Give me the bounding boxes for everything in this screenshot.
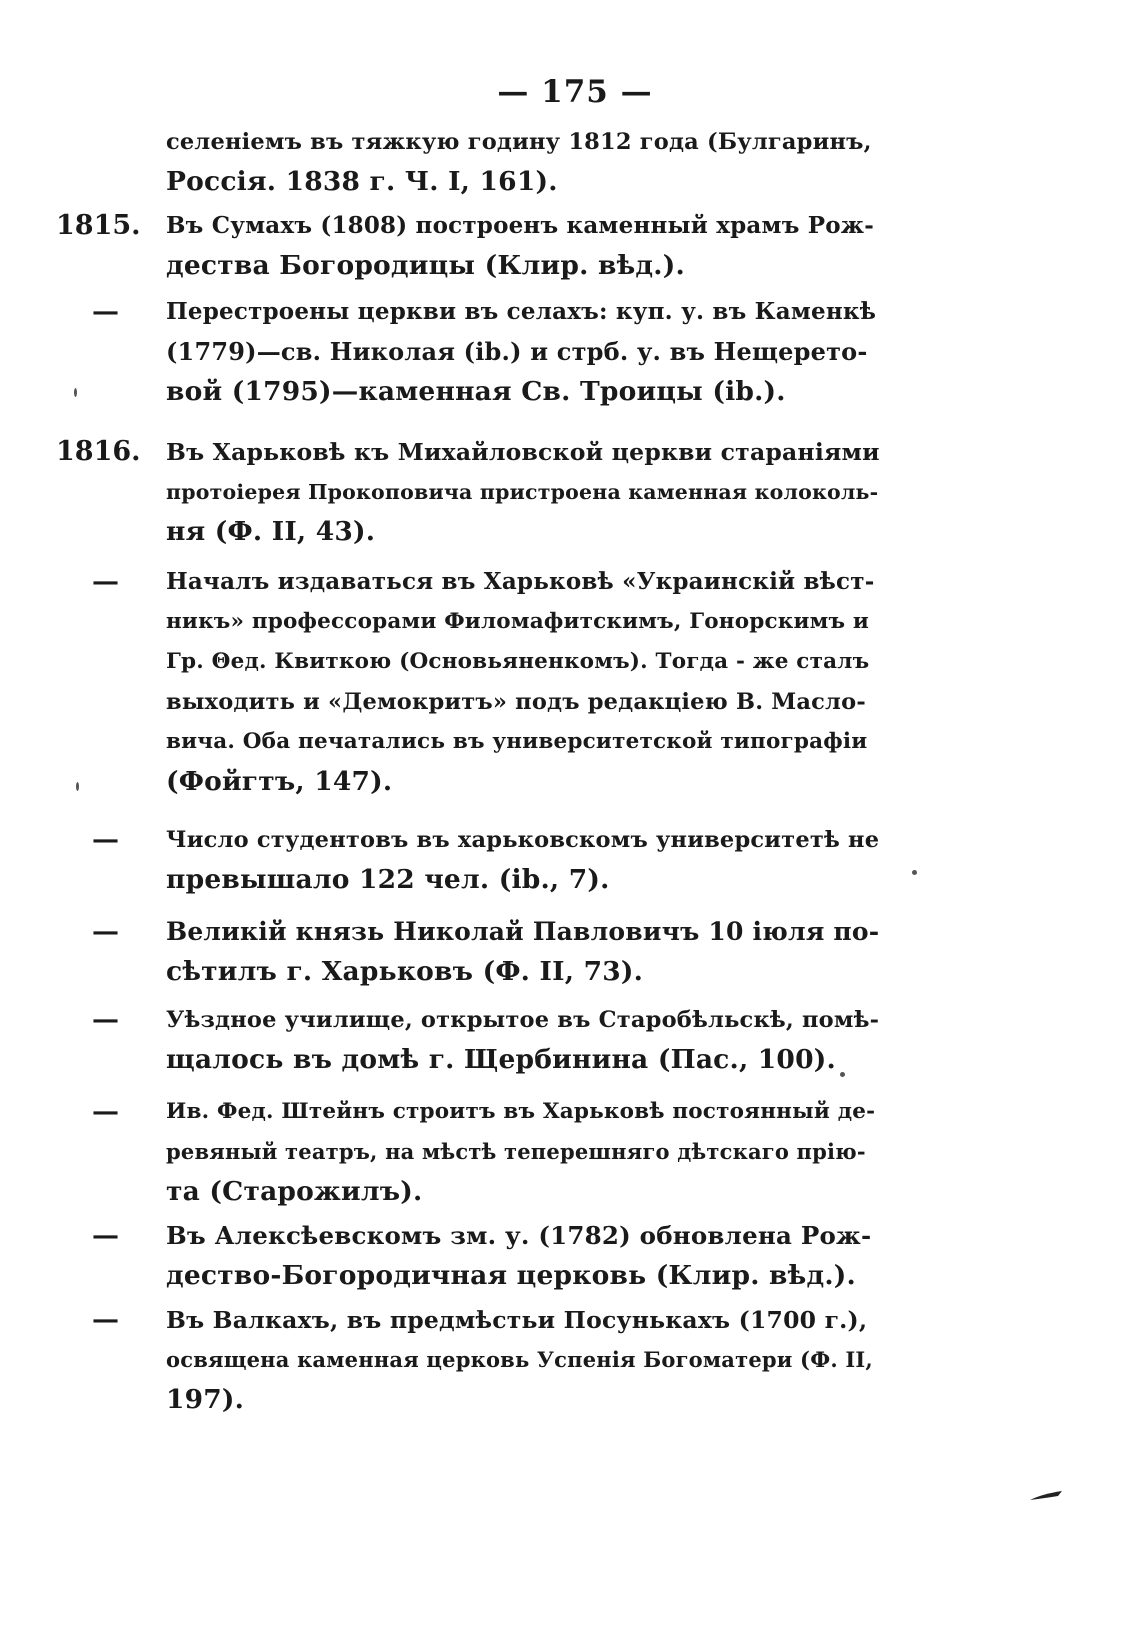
ink-mark	[1028, 1490, 1064, 1502]
text-line: никъ» профессорами Филомафитскимъ, Гонорскимъ и	[166, 609, 870, 634]
scan-speck	[76, 782, 79, 791]
dash-marker: —	[92, 1220, 119, 1251]
dash-marker: —	[92, 566, 119, 597]
dash-marker: —	[92, 296, 119, 327]
text-line: Началъ издаваться въ Харьковѣ «Украинскій вѣст-	[166, 568, 875, 595]
scan-speck	[840, 1072, 845, 1077]
text-line: Великій князь Николай Павловичъ 10 іюля по-	[166, 917, 880, 946]
text-line: освящена каменная церковь Успенія Богоматери (Ф. II,	[166, 1347, 873, 1372]
entry-text	[166, 1300, 880, 1420]
dash-marker: —	[92, 916, 119, 947]
text-line: выходить и «Демокритъ» подъ редакціею В. Масло-	[166, 689, 866, 715]
entry-text	[166, 432, 880, 552]
text-line: Перестроены церкви въ селахъ: куп. у. въ Каменкѣ	[166, 298, 877, 325]
text-line: (1779)—св. Николая (ib.) и стрб. у. въ Нещерето-	[166, 337, 868, 366]
entry-text	[166, 562, 880, 802]
text-line: сѣтилъ г. Харьковъ (Ф. II, 73).	[166, 956, 644, 987]
text-line: Число студентовъ въ харьковскомъ университетѣ не	[166, 827, 880, 853]
text-line: та (Старожилъ).	[166, 1176, 423, 1207]
text-line: Въ Харьковѣ къ Михайловской церкви стараніями	[166, 438, 880, 466]
entry-text	[166, 206, 880, 286]
text-line: (Фойгтъ, 147).	[166, 766, 393, 797]
year-marker: 1816.	[56, 436, 141, 467]
text-line: дества Богородицы (Клир. вѣд.).	[166, 250, 685, 281]
text-line: селеніемъ въ тяжкую годину 1812 года (Булгаринъ,	[166, 129, 872, 155]
text-line: протоіерея Прокоповича пристроена каменная колоколь-	[166, 480, 879, 504]
year-marker: 1815.	[56, 210, 141, 241]
text-line: превышало 122 чел. (ib., 7).	[166, 864, 610, 895]
scan-speck	[74, 388, 77, 397]
entry-text	[166, 1000, 880, 1080]
text-line: вича. Оба печатались въ университетской типографіи	[166, 729, 868, 754]
text-line: ревяный театръ, на мѣстѣ теперешняго дѣтскаго прію-	[166, 1139, 866, 1164]
entry-text	[166, 1092, 880, 1212]
text-line: Въ Валкахъ, въ предмѣстьи Посунькахъ (1700 г.),	[166, 1306, 868, 1334]
entry-text	[166, 820, 880, 900]
text-line: Въ Алексѣевскомъ зм. у. (1782) обновлена Рож-	[166, 1221, 872, 1250]
text-line: вой (1795)—каменная Св. Троицы (ib.).	[166, 376, 786, 407]
text-line: щалось въ домѣ г. Щербинина (Пас., 100).	[166, 1044, 836, 1075]
text-line: Ив. Фед. Штейнъ строитъ въ Харьковѣ постоянный де-	[166, 1099, 876, 1124]
text-line: дество-Богородичная церковь (Клир. вѣд.).	[166, 1260, 856, 1291]
text-line: Гр. Θед. Квиткою (Основьяненкомъ). Тогда - же сталъ	[166, 649, 870, 674]
dash-marker: —	[92, 1096, 119, 1127]
dash-marker: —	[92, 1304, 119, 1335]
scan-speck	[912, 870, 917, 875]
entry-text	[166, 1216, 880, 1296]
text-line: Въ Сумахъ (1808) построенъ каменный храмъ Рож-	[166, 212, 874, 239]
entry-text	[166, 122, 880, 202]
dash-marker: —	[92, 1004, 119, 1035]
entry-text	[166, 292, 880, 412]
text-line: ня (Ф. II, 43).	[166, 516, 376, 547]
entry-text	[166, 912, 880, 992]
text-line: Уѣздное училище, открытое въ Старобѣльскѣ, помѣ-	[166, 1007, 880, 1033]
dash-marker: —	[92, 824, 119, 855]
text-line: 197).	[166, 1384, 245, 1415]
page-number: — 175 —	[497, 74, 653, 110]
text-line: Россія. 1838 г. Ч. I, 161).	[166, 166, 558, 197]
